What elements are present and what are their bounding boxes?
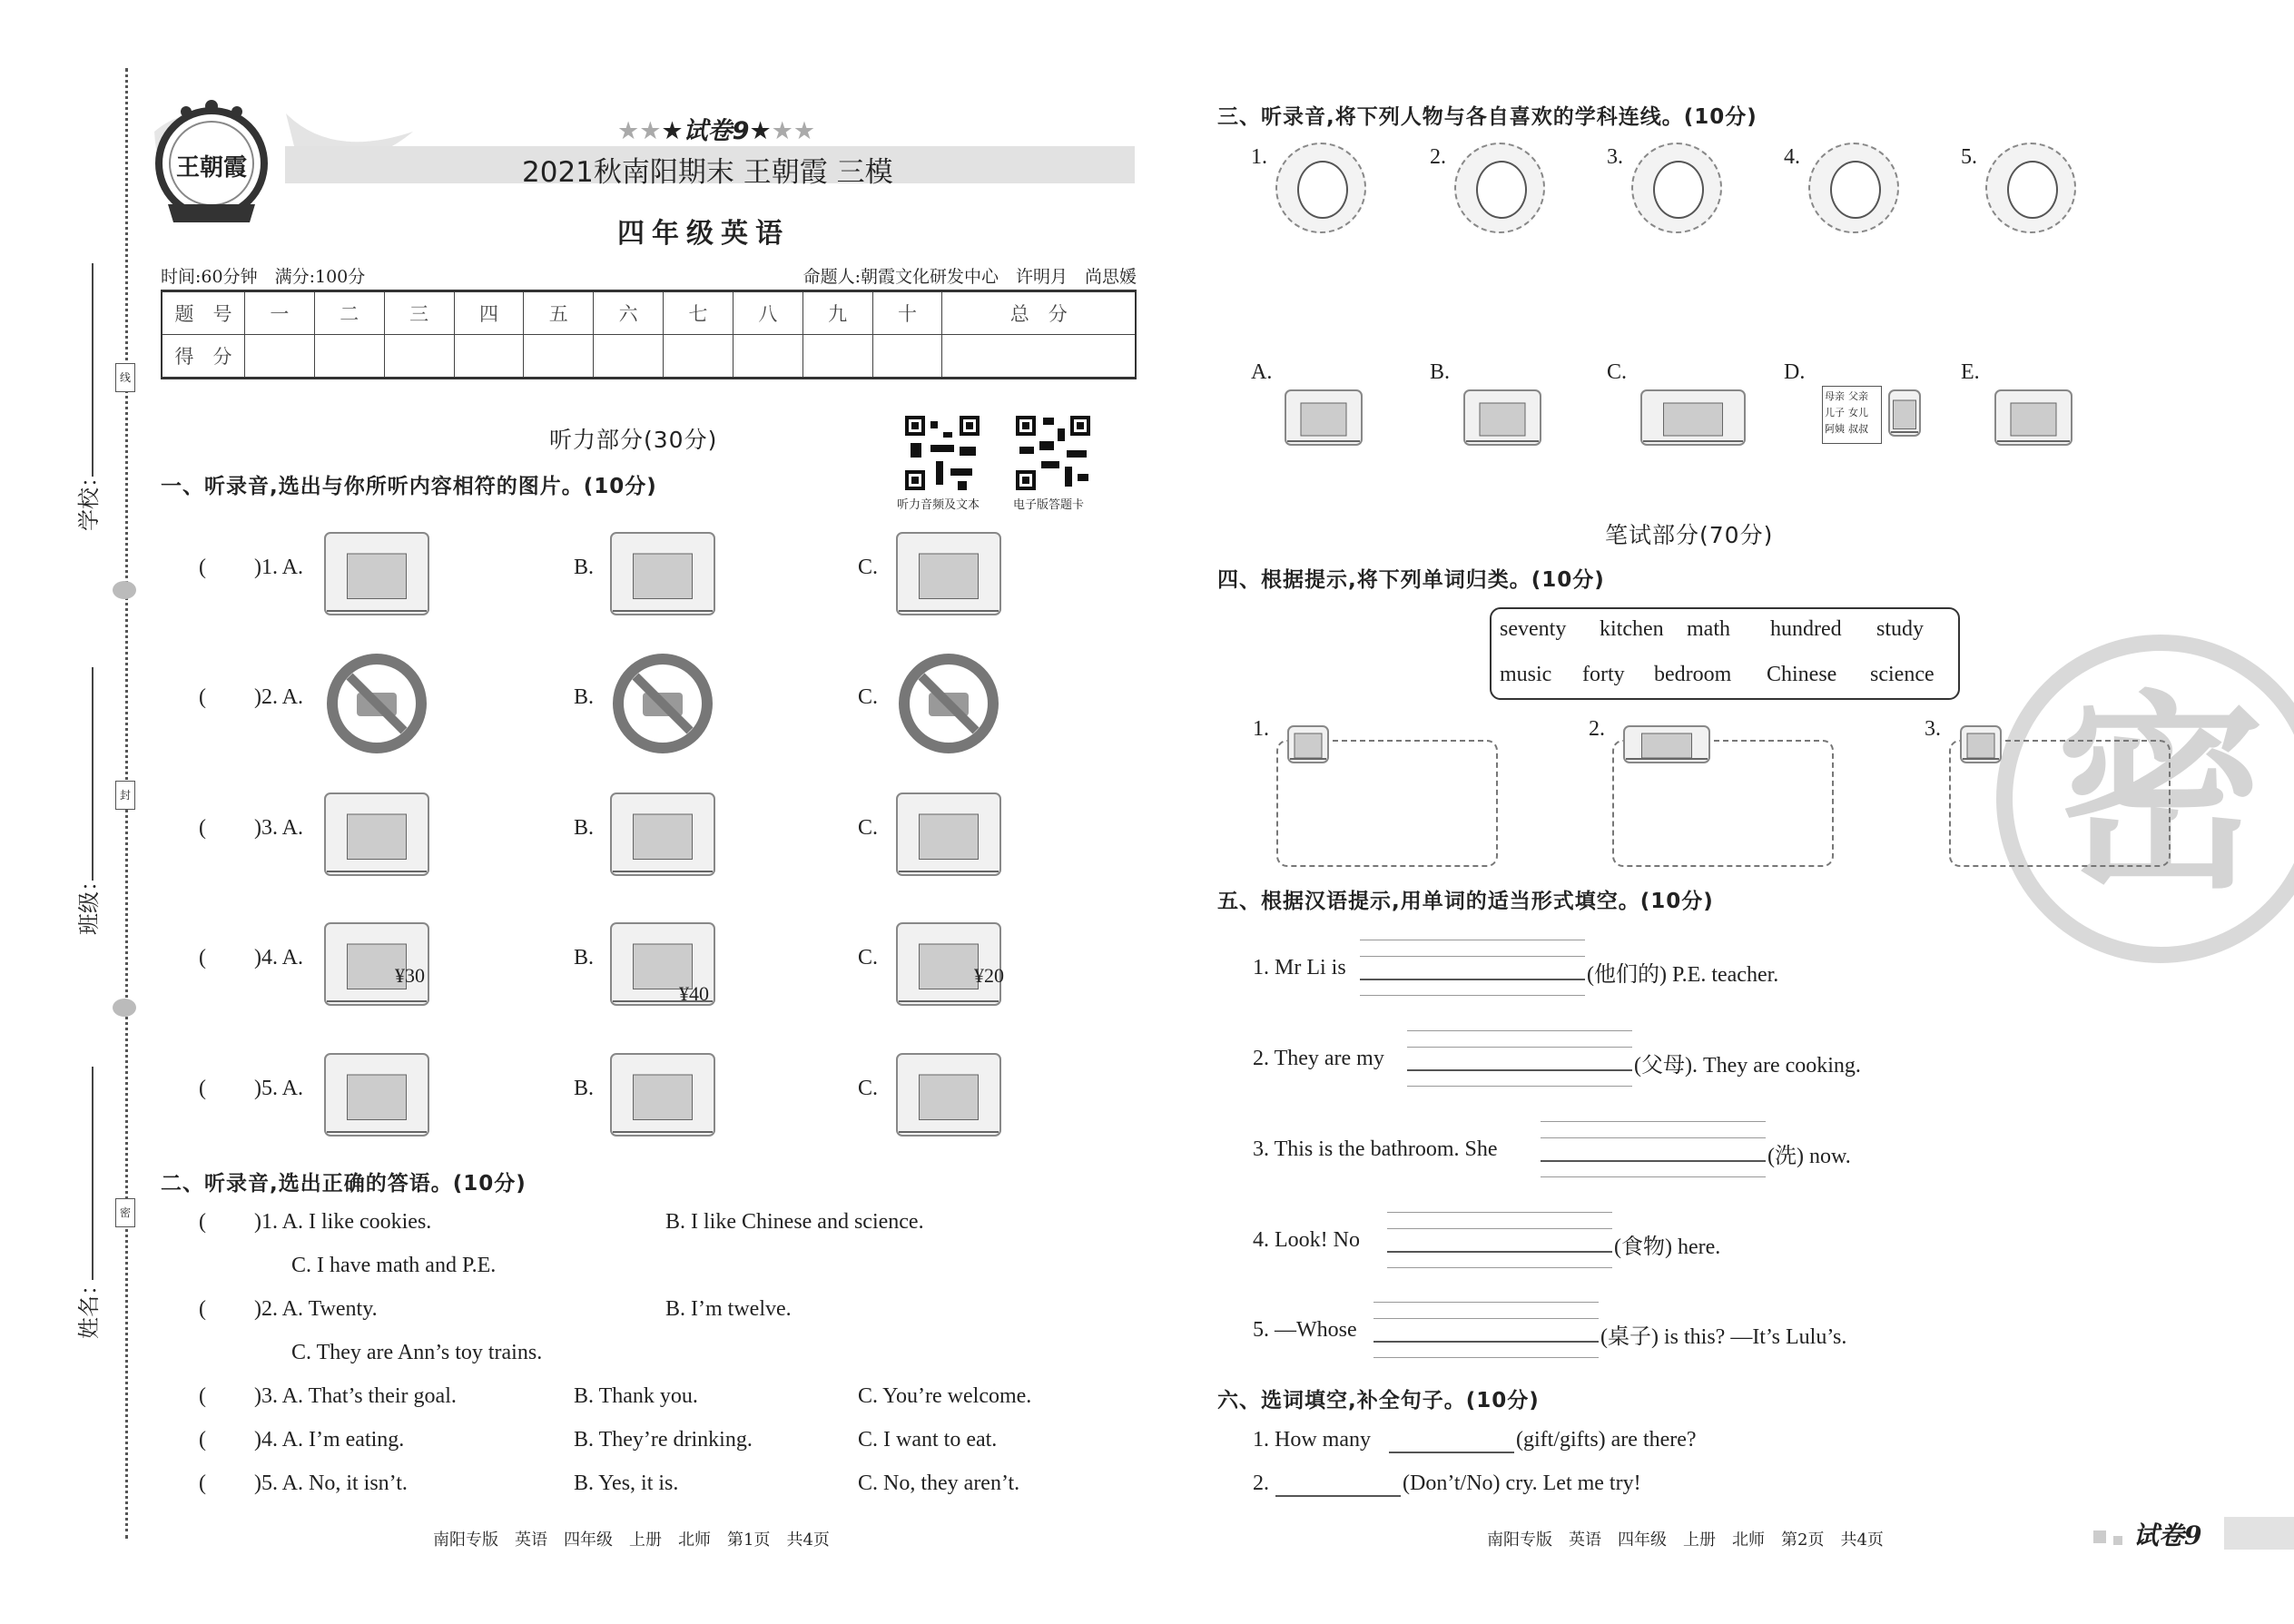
option-b: B. Yes, it is. <box>574 1471 679 1495</box>
chinese-character-icon <box>1281 717 1335 772</box>
answer-bracket[interactable]: ( <box>199 556 206 579</box>
subject-letter: A. <box>1251 360 1273 384</box>
sentence-end: (食物) here. <box>1614 1235 1721 1259</box>
guide-line <box>1360 956 1585 957</box>
score-input-cell[interactable] <box>245 335 315 379</box>
option-c: C. They are Ann’s toy trains. <box>291 1341 543 1364</box>
subject-letter: B. <box>1430 360 1451 384</box>
table-cell: 八 <box>733 291 802 335</box>
answer-blank[interactable] <box>1275 1495 1401 1497</box>
answer-bracket[interactable]: ( <box>199 685 206 709</box>
table-cell: 得 分 <box>162 335 245 379</box>
guide-line <box>1387 1267 1612 1268</box>
table-cell: 二 <box>314 291 384 335</box>
authors: 命题人:朝霞文化研发中心 许明月 尚思媛 <box>802 267 1137 287</box>
option-a: )3. A. That’s their goal. <box>254 1384 457 1408</box>
sentence-start: 2. <box>1253 1471 1269 1495</box>
sentence-end: (Don’t/No) cry. Let me try! <box>1403 1471 1641 1495</box>
logo-text: 王朝霞 <box>175 154 248 182</box>
option-c-label: C. <box>858 556 879 579</box>
score-input-cell[interactable] <box>524 335 594 379</box>
person-face-icon <box>1808 143 1899 233</box>
listening-title: 听力部分(30分) <box>549 427 718 453</box>
answer-blank[interactable] <box>1389 1452 1514 1453</box>
girl-cooking-icon <box>604 784 722 884</box>
word-bank-word: study <box>1876 617 1925 641</box>
option-c: C. I want to eat. <box>858 1428 998 1452</box>
option-c-label: C. <box>858 685 879 709</box>
table-cell: 十 <box>872 291 942 335</box>
no-bicycle-icon <box>318 654 436 753</box>
binding-tag: 密 <box>115 1198 135 1227</box>
name-label: 姓名： <box>76 1274 102 1339</box>
answer-blank[interactable] <box>1360 979 1585 980</box>
calculator-icon <box>1954 717 2008 772</box>
person-face-icon <box>1275 143 1366 233</box>
sentence-end: (洗) now. <box>1767 1145 1851 1168</box>
guide-line <box>1360 995 1585 996</box>
guide-line <box>1387 1228 1612 1229</box>
binding-tag: 封 <box>115 781 135 810</box>
score-input-cell[interactable] <box>594 335 664 379</box>
table-cell: 六 <box>594 291 664 335</box>
answer-blank[interactable] <box>1541 1160 1766 1162</box>
option-b-label: B. <box>574 1077 595 1100</box>
guide-line <box>1373 1357 1599 1358</box>
option-b-label: B. <box>574 685 595 709</box>
price-label: ¥40 <box>679 982 709 1005</box>
option-c: C. I have math and P.E. <box>291 1254 497 1277</box>
price-label: ¥30 <box>395 964 425 987</box>
option-a: )5. A. No, it isn’t. <box>254 1471 408 1495</box>
answer-blank[interactable] <box>1373 1341 1599 1343</box>
family-words-card <box>1822 386 1882 444</box>
name-line <box>92 1067 94 1280</box>
living-room-icon <box>890 1045 1008 1145</box>
guide-line <box>1541 1176 1766 1177</box>
class-label: 班级： <box>76 870 102 935</box>
person-number: 2. <box>1430 145 1446 169</box>
family-word: 母亲 <box>1825 390 1845 402</box>
no-smoking-icon <box>890 654 1008 753</box>
score-input-cell[interactable] <box>664 335 733 379</box>
option-a: )1. A. I like cookies. <box>254 1210 432 1234</box>
score-input-cell[interactable] <box>733 335 802 379</box>
corner-decoration <box>2113 1536 2122 1545</box>
abc-letters-icon <box>1278 381 1369 454</box>
sentence-start: 3. This is the bathroom. She <box>1253 1137 1498 1161</box>
family-word: 叔叔 <box>1848 423 1868 435</box>
category-number: 2. <box>1589 717 1605 741</box>
person-number: 1. <box>1251 145 1267 169</box>
score-input-cell[interactable] <box>454 335 524 379</box>
option-b: B. Thank you. <box>574 1384 698 1408</box>
footer-right: 南阳专版 英语 四年级 上册 北师 第2页 共4页 <box>1487 1530 1884 1550</box>
paper-number-text: 试卷9 <box>683 117 750 145</box>
subject-letter: C. <box>1607 360 1628 384</box>
kitchen-icon <box>604 1045 722 1145</box>
sentence-end: (桌子) is this? —It’s Lulu’s. <box>1600 1325 1847 1349</box>
score-input-cell[interactable] <box>942 335 1136 379</box>
building-icon <box>890 524 1008 624</box>
score-input-cell[interactable] <box>802 335 872 379</box>
family-word: 父亲 <box>1848 390 1868 402</box>
table-cell: 题 号 <box>162 291 245 335</box>
table-cell: 五 <box>524 291 594 335</box>
option-b-label: B. <box>574 946 595 969</box>
answer-bracket[interactable]: ( <box>199 1471 206 1495</box>
table-cell: 总 分 <box>942 291 1136 335</box>
section1-heading: 一、听录音,选出与你所听内容相符的图片。(10分) <box>161 475 657 498</box>
item-number: )3. A. <box>254 816 303 840</box>
answer-bracket[interactable]: ( <box>199 946 206 969</box>
option-b: B. I like Chinese and science. <box>665 1210 924 1234</box>
corner-badge: 试卷9 <box>2133 1521 2202 1550</box>
word-bank-word: seventy <box>1500 617 1567 641</box>
item-number: )1. A. <box>254 556 303 579</box>
section2-heading: 二、听录音,选出正确的答语。(10分) <box>161 1172 527 1196</box>
answer-bracket[interactable]: ( <box>199 816 206 840</box>
banner-title: 2021秋南阳期末 王朝霞 三模 <box>522 156 893 189</box>
sentence-end: (gift/gifts) are there? <box>1516 1428 1697 1452</box>
answer-bracket[interactable]: ( <box>199 1210 206 1234</box>
answer-bracket[interactable]: ( <box>199 1077 206 1100</box>
guide-line <box>1541 1121 1766 1122</box>
time-info: 时间:60分钟 满分:100分 <box>161 267 366 287</box>
shop-icon <box>318 524 436 624</box>
option-b: B. They’re drinking. <box>574 1428 753 1452</box>
score-table <box>161 290 1137 379</box>
bathroom-icon <box>318 1045 436 1145</box>
word-bank-word: music <box>1500 663 1552 686</box>
qr-caption: 听力音频及文本 <box>897 498 980 512</box>
binding-ornament-icon <box>113 581 136 599</box>
person-face-icon <box>1985 143 2076 233</box>
option-a: )4. A. I’m eating. <box>254 1428 405 1452</box>
subject-title: 四年级英语 <box>617 218 790 250</box>
school-label: 学校： <box>76 466 102 531</box>
option-b-label: B. <box>574 816 595 840</box>
science-icon <box>1457 381 1548 454</box>
corner-decoration <box>2093 1530 2106 1543</box>
section6-heading: 六、选词填空,补全句子。(10分) <box>1217 1389 1540 1412</box>
art-palette-icon <box>1988 381 2079 454</box>
guide-line <box>1541 1137 1766 1138</box>
item-number: )4. A. <box>254 946 303 969</box>
item-number: )5. A. <box>254 1077 303 1100</box>
binding-ornament-icon <box>113 999 136 1017</box>
qr-code-icon[interactable] <box>1014 414 1092 492</box>
guide-line <box>1407 1030 1632 1031</box>
score-table-score-row <box>162 335 1136 379</box>
guide-line <box>1407 1086 1632 1087</box>
score-table-header-row <box>162 291 1136 335</box>
class-line <box>92 667 94 881</box>
score-input-cell[interactable] <box>384 335 454 379</box>
table-cell: 一 <box>245 291 315 335</box>
option-c-label: C. <box>858 946 879 969</box>
answer-bracket[interactable]: ( <box>199 1297 206 1321</box>
answer-blank[interactable] <box>1387 1251 1612 1253</box>
watermark-text: 密 <box>2055 674 2266 917</box>
option-c: C. No, they aren’t. <box>858 1471 1020 1495</box>
writing-title: 笔试部分(70分) <box>1605 522 1774 548</box>
section4-heading: 四、根据提示,将下列单词归类。(10分) <box>1217 568 1605 592</box>
music-notes-icon <box>1882 381 1927 445</box>
person-face-icon <box>1454 143 1545 233</box>
sentence-start: 1. Mr Li is <box>1253 956 1346 979</box>
word-bank-word: science <box>1870 663 1935 686</box>
guide-line <box>1387 1212 1612 1213</box>
sentence-start: 5. —Whose <box>1253 1318 1357 1342</box>
family-word: 儿子 <box>1825 407 1845 418</box>
girl-writing-icon <box>318 784 436 884</box>
word-bank-word: Chinese <box>1767 663 1837 686</box>
table-cell: 九 <box>802 291 872 335</box>
table-cell: 四 <box>454 291 524 335</box>
girl-painting-icon <box>890 784 1008 884</box>
guide-line <box>1373 1318 1599 1319</box>
table-cell: 三 <box>384 291 454 335</box>
answer-bracket[interactable]: ( <box>199 1384 206 1408</box>
sentence-start: 4. Look! No <box>1253 1228 1360 1252</box>
family-word: 阿姨 <box>1825 423 1845 435</box>
footer-left: 南阳专版 英语 四年级 上册 北师 第1页 共4页 <box>433 1530 830 1550</box>
guide-line <box>1407 1047 1632 1048</box>
price-label: ¥20 <box>974 964 1004 987</box>
answer-blank[interactable] <box>1407 1069 1632 1071</box>
option-b: B. I’m twelve. <box>665 1297 792 1321</box>
word-bank-word: kitchen <box>1600 617 1664 641</box>
item-number: )2. A. <box>254 685 303 709</box>
person-face-icon <box>1631 143 1722 233</box>
family-word: 女儿 <box>1848 407 1868 418</box>
person-number: 3. <box>1607 145 1623 169</box>
word-bank-word: forty <box>1582 663 1625 686</box>
sentence-end: (父母). They are cooking. <box>1634 1054 1861 1078</box>
sentence-start: 2. They are my <box>1253 1047 1384 1070</box>
answer-bracket[interactable]: ( <box>199 1428 206 1452</box>
qr-caption: 电子版答题卡 <box>1013 498 1085 512</box>
category-number: 3. <box>1925 717 1941 741</box>
guide-line <box>1373 1302 1599 1303</box>
binding-tag: 线 <box>115 363 135 392</box>
score-input-cell[interactable] <box>314 335 384 379</box>
table-cell: 七 <box>664 291 733 335</box>
paper-number: ★★★试卷9★★★ <box>617 117 816 145</box>
math-sports-icon <box>1634 381 1752 454</box>
word-bank-word: math <box>1687 617 1730 641</box>
school-gate-icon <box>604 524 722 624</box>
sentence-end: (他们的) P.E. teacher. <box>1587 963 1779 987</box>
section5-heading: 五、根据汉语提示,用单词的适当形式填空。(10分) <box>1217 890 1714 913</box>
category-number: 1. <box>1253 717 1269 741</box>
option-c-label: C. <box>858 1077 879 1100</box>
word-bank-word: hundred <box>1770 617 1842 641</box>
subject-letter: D. <box>1784 360 1806 384</box>
school-line <box>92 263 94 477</box>
option-c-label: C. <box>858 816 879 840</box>
corner-bar <box>2224 1517 2294 1550</box>
subject-letter: E. <box>1961 360 1980 384</box>
sentence-start: 1. How many <box>1253 1428 1371 1452</box>
person-number: 4. <box>1784 145 1800 169</box>
rooms-icon <box>1617 717 1717 772</box>
qr-code-icon[interactable] <box>903 414 981 492</box>
person-number: 5. <box>1961 145 1977 169</box>
option-a: )2. A. Twenty. <box>254 1297 378 1321</box>
section3-heading: 三、听录音,将下列人物与各自喜欢的学科连线。(10分) <box>1217 105 1757 129</box>
word-bank-word: bedroom <box>1654 663 1732 686</box>
no-camera-icon <box>604 654 722 753</box>
option-c: C. You’re welcome. <box>858 1384 1032 1408</box>
option-b-label: B. <box>574 556 595 579</box>
score-input-cell[interactable] <box>872 335 942 379</box>
